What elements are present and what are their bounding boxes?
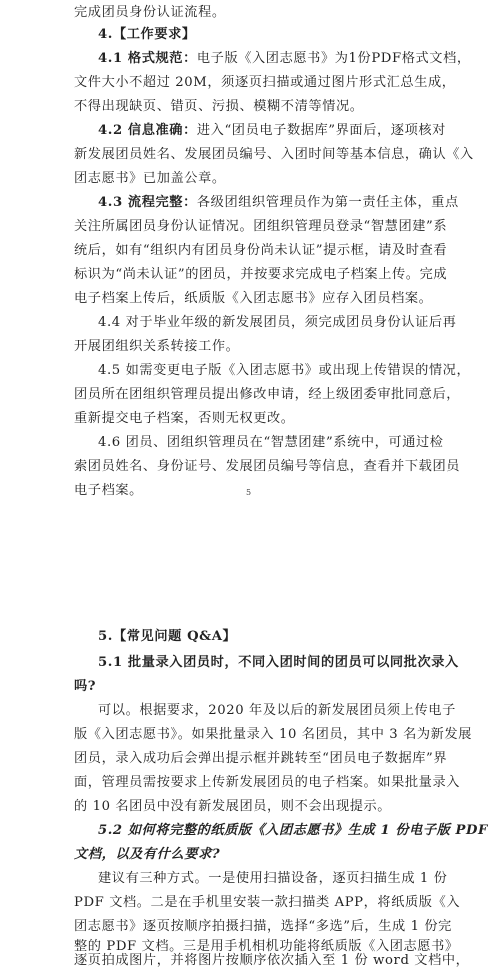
- item-4-1-line-3: 不得出现缺页、错页、污损、模糊不清等情况。: [74, 99, 364, 114]
- question-5-1-line-1: 5.1 批量录入团员时，不同入团时间的团员可以同批次录入: [98, 655, 459, 670]
- answer-5-1-line-2: 版《入团志愿书》。如果批量录入 10 名团员，其中 3 名为新发展: [74, 727, 473, 742]
- item-4-1-lead: 4.1 格式规范：: [98, 51, 197, 66]
- item-4-6-line-1: [98, 434, 444, 452]
- item-4-3-line-1: [98, 194, 459, 212]
- item-4-3-line-4: 标识为“尚未认证”的团员，并按要求完成电子档案上传。完成: [74, 267, 448, 282]
- section-4-heading: 4.【工作要求】: [98, 27, 196, 42]
- item-4-2-line-1: [98, 122, 446, 140]
- answer-5-1-line-1: 可以。根据要求，2020 年及以后的新发展团员须上传电子: [98, 703, 456, 718]
- question-5-2-line-1: 5.2 如何将完整的纸质版《入团志愿书》生成 1 份电子版 PDF: [98, 823, 488, 838]
- item-4-4-text: 对于毕业年级的新发展团员，须完成团员身份认证后再: [120, 315, 457, 330]
- item-4-3-text: 各级团组织管理员作为第一责任主体，重点: [196, 195, 459, 210]
- item-4-2-line-2: 新发展团员姓名、发展团员编号、入团时间等基本信息，确认《入: [74, 147, 474, 162]
- item-4-6-line-2: 索团员姓名、身份证号、发展团员编号等信息，查看并下载团员: [74, 459, 461, 474]
- item-4-6-lead: 4.6: [98, 435, 121, 450]
- answer-5-1-line-3: 团员，录入成功后会弹出提示框并跳转至“团员电子数据库”界: [74, 751, 448, 766]
- answer-5-2-line-5: 逐页拍成图片，并将图片按顺序依次插入至 1 份 word 文档中，: [74, 953, 470, 968]
- answer-5-1-line-4: 面，管理员需按要求上传新发展团员的电子档案。如果批量录入: [74, 775, 461, 790]
- item-4-5-line-3: 重新提交电子档案，否则无权更改。: [74, 411, 295, 426]
- page-number: 5: [246, 488, 252, 497]
- top-fragment: 完成团员身份认证流程。: [74, 5, 226, 20]
- question-5-1-line-2: 吗?: [74, 679, 97, 694]
- item-4-3-lead: 4.3 流程完整：: [98, 195, 197, 210]
- answer-5-2-line-3: 团志愿书》逐页按顺序拍摄扫描，选择“多选”后，生成 1 份完: [74, 919, 452, 934]
- item-4-1-line-1: [98, 50, 471, 68]
- item-4-6-line-3: 电子档案。: [74, 483, 143, 498]
- question-5-2-line-2: 文档，以及有什么要求?: [74, 847, 221, 862]
- item-4-1-line-2: 文件大小不超过 20M，须逐页扫描或通过图片形式汇总生成，: [74, 75, 456, 90]
- item-4-5-lead: 4.5: [98, 363, 121, 378]
- section-5-heading: 5.【常见问题 Q&A】: [98, 629, 237, 644]
- answer-5-2-line-1: 建议有三种方式。一是使用扫描设备，逐页扫描生成 1 份: [98, 871, 448, 886]
- item-4-2-line-3: 团志愿书》已加盖公章。: [74, 171, 226, 186]
- answer-5-2-line-2: PDF 文档。二是在手机里安装一款扫描类 APP，将纸质版《入: [74, 895, 461, 910]
- item-4-5-text: 如需变更电子版《入团志愿书》或出现上传错误的情况，: [120, 363, 471, 378]
- item-4-4-line-1: [98, 314, 456, 332]
- item-4-4-lead: 4.4: [98, 315, 121, 330]
- item-4-5-line-2: 团员所在团组织管理员提出修改申请，经上级团委审批同意后，: [74, 387, 461, 402]
- answer-5-1-line-5: 的 10 名团员中没有新发展团员，则不会出现提示。: [74, 799, 392, 814]
- item-4-1-text: 电子版《入团志愿书》为1份PDF格式文档，: [196, 51, 471, 66]
- item-4-6-text: 团员、团组织管理员在“智慧团建”系统中，可通过检: [120, 435, 444, 450]
- answer-5-2-line-4: 整的 PDF 文档。三是用手机相机功能将纸质版《入团志愿书》: [74, 939, 459, 954]
- item-4-2-text: 进入“团员电子数据库”界面后，逐项核对: [196, 123, 446, 138]
- item-4-3-line-3: 统后，如有“组织内有团员身份尚未认证”提示框，请及时查看: [74, 243, 448, 258]
- item-4-4-line-2: 开展团组织关系转接工作。: [74, 339, 240, 354]
- item-4-3-line-2: 关注所属团员身份认证情况。团组织管理员登录“智慧团建”系: [74, 219, 448, 234]
- item-4-2-lead: 4.2 信息准确：: [98, 123, 197, 138]
- item-4-5-line-1: [98, 362, 470, 380]
- item-4-3-line-5: 电子档案上传后，纸质版《入团志愿书》应存入团员档案。: [74, 291, 433, 306]
